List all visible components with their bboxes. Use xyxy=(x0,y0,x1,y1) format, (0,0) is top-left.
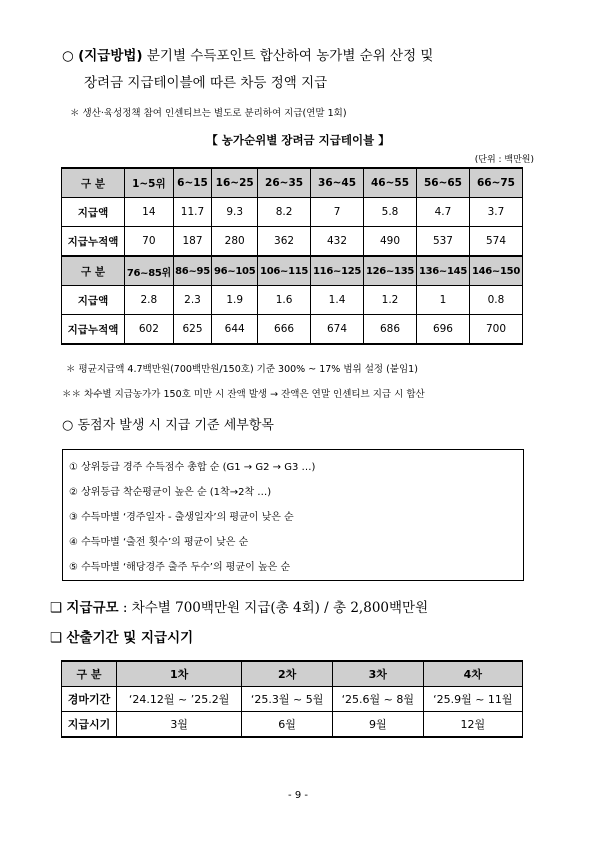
cumulative-cell: 666 xyxy=(258,315,311,345)
rank-cell: 1~5위 xyxy=(125,168,174,198)
checkbox-square-icon: ❑ xyxy=(50,630,63,646)
period-cell: ‘25.3월 ~ 5월 xyxy=(242,687,333,712)
cumulative-cell: 537 xyxy=(416,227,469,257)
amount-cell: 0.8 xyxy=(469,286,522,315)
table-row xyxy=(62,712,523,738)
incentive-table-title: 【 농가순위별 장려금 지급테이블 】 xyxy=(206,133,390,147)
tiebreak-item: ② 상위등급 착순평균이 높은 순 (1착→2착 …) xyxy=(69,487,272,498)
method-title: (지급방법) xyxy=(78,48,143,64)
table-row xyxy=(62,315,523,345)
amount-cell: 1.4 xyxy=(311,286,364,315)
amount-cell: 1.6 xyxy=(258,286,311,315)
checkbox-square-icon: ❑ xyxy=(50,600,63,616)
period-cell: ‘24.12월 ~ ’25.2월 xyxy=(117,687,242,712)
header-label: 구 분 xyxy=(62,168,125,198)
cumulative-cell: 686 xyxy=(364,315,417,345)
amount-cell: 9.3 xyxy=(212,198,258,227)
rank-cell: 6~15 xyxy=(173,168,212,198)
tiebreak-item: ③ 수득마별 ‘경주일자 - 출생일자’의 평균이 낮은 순 xyxy=(69,512,294,523)
rank-cell: 56~65 xyxy=(416,168,469,198)
page-number: - 9 - xyxy=(288,790,308,801)
rank-cell: 76~85위 xyxy=(125,256,174,286)
amount-cell: 14 xyxy=(125,198,174,227)
rank-cell: 136~145 xyxy=(416,256,469,286)
bullet-circle: ○ xyxy=(62,48,74,64)
amount-cell: 3.7 xyxy=(469,198,522,227)
tiebreak-title: ○ 동점자 발생 시 지급 기준 세부항목 xyxy=(62,418,274,433)
round-cell: 1차 xyxy=(117,661,242,687)
tiebreak-item: ① 상위등급 경주 수득점수 총합 순 (G1 → G2 → G3 …) xyxy=(69,462,316,473)
table-row xyxy=(62,286,523,315)
cumulative-cell: 625 xyxy=(173,315,212,345)
note-remainder: ＊＊ 차수별 지급농가가 150호 미만 시 잔액 발생 → 잔액은 연말 인센티브 지급 시 합산 xyxy=(62,389,425,400)
rank-cell: 46~55 xyxy=(364,168,417,198)
rank-cell: 86~95 xyxy=(173,256,212,286)
row-label: 지급누적액 xyxy=(62,227,125,257)
cumulative-cell: 602 xyxy=(125,315,174,345)
table-row xyxy=(62,687,523,712)
cumulative-cell: 644 xyxy=(212,315,258,345)
amount-cell: 4.7 xyxy=(416,198,469,227)
scale-title: 지급규모 xyxy=(66,600,119,616)
rank-cell: 66~75 xyxy=(469,168,522,198)
rank-cell: 96~105 xyxy=(212,256,258,286)
note-average: ＊ 평균지급액 4.7백만원(700백만원/150호) 기준 300% ~ 17% 범위 설정 (붙임1) xyxy=(66,364,418,375)
amount-cell: 2.3 xyxy=(173,286,212,315)
tiebreak-item: ⑤ 수득마별 ‘해당경주 출주 두수’의 평균이 높은 순 xyxy=(69,562,291,573)
period-section xyxy=(50,626,193,646)
rank-cell: 26~35 xyxy=(258,168,311,198)
row-label: 경마기간 xyxy=(62,687,117,712)
round-cell: 4차 xyxy=(423,661,522,687)
cumulative-cell: 574 xyxy=(469,227,522,257)
rank-cell: 106~115 xyxy=(258,256,311,286)
cumulative-cell: 70 xyxy=(125,227,174,257)
unit-label: (단위 : 백만원) xyxy=(474,155,534,165)
rank-cell: 36~45 xyxy=(311,168,364,198)
row-label: 지급액 xyxy=(62,286,125,315)
cumulative-cell: 696 xyxy=(416,315,469,345)
method-note: ＊ 생산·육성정책 참여 인센티브는 별도로 분리하여 지급(연말 1회) xyxy=(70,108,347,119)
rank-cell: 146~150 xyxy=(469,256,522,286)
rank-cell: 16~25 xyxy=(212,168,258,198)
payment-cell: 3월 xyxy=(117,712,242,738)
method-text-1: 분기별 수득포인트 합산하여 농가별 순위 산정 및 xyxy=(142,48,434,64)
scale-text: : 차수별 700백만원 지급(총 4회) / 총 2,800백만원 xyxy=(118,600,429,616)
cumulative-cell: 432 xyxy=(311,227,364,257)
incentive-table xyxy=(61,167,523,345)
scale-section xyxy=(50,596,428,616)
method-line-1 xyxy=(62,44,433,64)
row-label: 지급액 xyxy=(62,198,125,227)
header-label: 구 분 xyxy=(62,661,117,687)
rank-cell: 116~125 xyxy=(311,256,364,286)
period-cell: ‘25.9월 ~ 11월 xyxy=(423,687,522,712)
payment-cell: 12월 xyxy=(423,712,522,738)
amount-cell: 1.9 xyxy=(212,286,258,315)
header-label: 구 분 xyxy=(62,256,125,286)
table-header-row xyxy=(62,168,523,198)
cumulative-cell: 187 xyxy=(173,227,212,257)
amount-cell: 11.7 xyxy=(173,198,212,227)
period-cell: ‘25.6월 ~ 8월 xyxy=(332,687,423,712)
amount-cell: 2.8 xyxy=(125,286,174,315)
amount-cell: 1 xyxy=(416,286,469,315)
table-header-row xyxy=(62,661,523,687)
tiebreak-box xyxy=(62,449,524,581)
amount-cell: 1.2 xyxy=(364,286,417,315)
cumulative-cell: 674 xyxy=(311,315,364,345)
cumulative-cell: 700 xyxy=(469,315,522,345)
period-title: 산출기간 및 지급시기 xyxy=(66,630,194,646)
amount-cell: 8.2 xyxy=(258,198,311,227)
round-cell: 3차 xyxy=(332,661,423,687)
cumulative-cell: 362 xyxy=(258,227,311,257)
row-label: 지급누적액 xyxy=(62,315,125,345)
table-header-row xyxy=(62,256,523,286)
row-label: 지급시기 xyxy=(62,712,117,738)
cumulative-cell: 280 xyxy=(212,227,258,257)
table-row xyxy=(62,198,523,227)
table-row xyxy=(62,227,523,257)
payment-cell: 9월 xyxy=(332,712,423,738)
amount-cell: 7 xyxy=(311,198,364,227)
amount-cell: 5.8 xyxy=(364,198,417,227)
rank-cell: 126~135 xyxy=(364,256,417,286)
method-line-2: 장려금 지급테이블에 따른 차등 정액 지급 xyxy=(84,75,328,91)
period-table xyxy=(61,660,523,738)
payment-cell: 6월 xyxy=(242,712,333,738)
round-cell: 2차 xyxy=(242,661,333,687)
cumulative-cell: 490 xyxy=(364,227,417,257)
tiebreak-item: ④ 수득마별 ‘출전 횟수’의 평균이 낮은 순 xyxy=(69,537,249,548)
